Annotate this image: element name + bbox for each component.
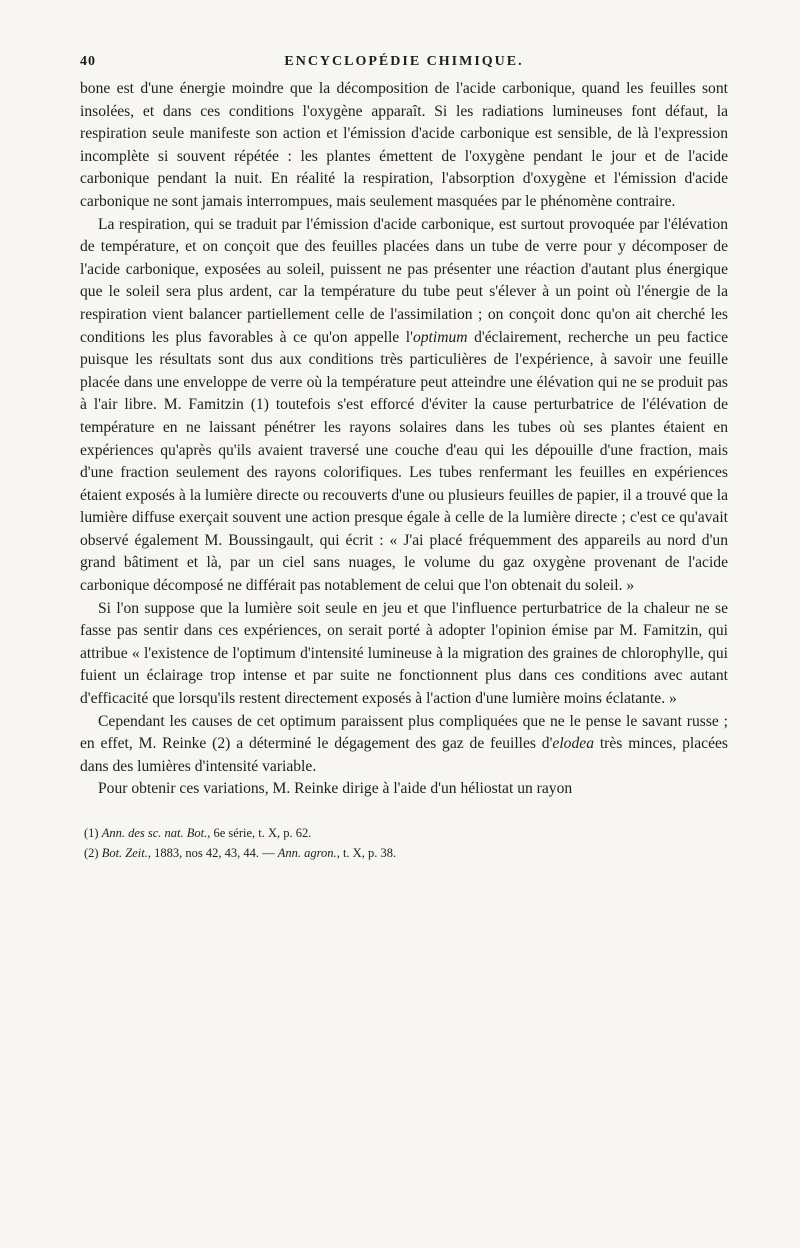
- paragraph-2-italic: optimum: [412, 328, 468, 346]
- footnote-1-source: Ann. des sc. nat. Bot.: [101, 826, 208, 840]
- paragraph-4-rest: très minces, placées dans des lumières d'intensité variable.: [80, 735, 728, 775]
- paragraph-2-text: La respiration, qui se traduit par l'émission d'acide carbonique, est surtout provoquée par l'élévation de température, et on conçoit que des feuilles placées dans un tube de verre pour y décomposer de l'acide carbonique, exposées au soleil, puissent ne pas présenter une réaction d'autant plus énergique que le soleil sera plus ardent, car la température du tube peut s'élever à un point où l'énergie de la respiration vient balancer partiellement celle de l'assimilation ; on conçoit donc qu'on ait cherché les conditions les plus favorables à ce qu'on appelle l': [80, 215, 728, 346]
- footnote-2-source: Bot. Zeit.: [101, 846, 148, 860]
- paragraph-3: Si l'on suppose que la lumière soit seule en jeu et que l'influence perturbatrice de la chaleur ne se fasse pas sentir dans ces expériences, on serait porté à adopter l'opinion émise par M. Famitzin, qui attribue « l'existence de l'optimum d'intensité lumineuse à la migration des graines de chlorophylle, qui fuient un éclairage trop intense et par suite ne fonctionnent plus dans ces conditions avec autant d'efficacité que lorsqu'ils restent directement exposés à l'action d'une lumière moins éclatante. »: [80, 599, 728, 708]
- running-title: ENCYCLOPÉDIE CHIMIQUE.: [284, 54, 524, 69]
- footnote-2: [84, 843, 728, 863]
- page-header: [80, 48, 728, 78]
- footnotes: [80, 823, 728, 863]
- paragraph-4-italic: elodea: [552, 735, 594, 753]
- paragraph-4-text: Cependant les causes de cet optimum paraissent plus compliquées que ne le pense le savant russe ; en effet, M. Reinke (2) a déterminé le dégagement des gaz de feuilles d': [80, 712, 728, 753]
- paragraph-5: Pour obtenir ces variations, M. Reinke dirige à l'aide d'un héliostat un rayon: [98, 780, 573, 798]
- document-page: [80, 48, 728, 863]
- footnote-2-marker: (2): [84, 846, 99, 860]
- footnote-2-source-2: Ann. agron.: [277, 846, 337, 860]
- paragraph-1: bone est d'une énergie moindre que la décomposition de l'acide carbonique, quand les feuilles sont insolées, et dans ces conditions l'oxygène apparaît. Si les radiations lumineuses font défaut, la respiration seule manifeste son action et l'émission d'acide carbonique est sensible, de là l'expression incomplète si souvent répétée : les plantes émettent de l'oxygène pendant le jour et de l'acide carbonique pendant la nuit. En réalité la respiration, l'absorption d'oxygène et l'émission d'acide carbonique ne sont jamais interrompues, mais seulement masquées par le phénomène contraire.: [80, 80, 728, 210]
- footnote-1: [84, 823, 728, 843]
- page-number: 40: [80, 54, 96, 69]
- footnote-1-detail: , 6e série, t. X, p. 62.: [207, 826, 312, 840]
- paragraph-2-rest: d'éclairement, recherche un peu factice puisque les résultats sont dus aux conditions très particulières de l'expérience, à savoir une feuille placée dans une enveloppe de verre où la température peut atteindre une élévation qui ne se produit pas à l'air libre. M. Famitzin (1) toutefois s'est efforcé d'éviter la cause perturbatrice de l'élévation de température en ne laissant pénétrer les rayons solaires dans les tubes où ses plantes étaient en expériences qu'après qu'ils avaient traversé une couche d'eau qui les dépouille d'une fraction, mais d'une fraction seulement des rayons colorifiques. Les tubes renfermant les feuilles en expériences étaient exposés à la lumière directe ou recouverts d'une ou plusieurs feuilles de papier, il a trouvé que la lumière diffuse exerçait souvent une action presque égale à celle de la lumière directe ; c'est ce qu'avait observé également M. Boussingault, qui écrit : « J'ai placé fréquemment des appareils au nord d'un grand bâtiment et là, par un ciel sans nuages, le volume du gaz oxygène provenant de l'acide carbonique décomposé ne différait pas notablement de celui que l'on obtenait du soleil. »: [80, 328, 728, 595]
- footnote-2-middle: , 1883, nos 42, 43, 44. —: [147, 846, 278, 860]
- footnote-2-detail: , t. X, p. 38.: [336, 846, 397, 860]
- paragraph-2: [80, 214, 728, 598]
- footnote-1-marker: (1): [84, 826, 99, 840]
- body-text: [80, 78, 728, 801]
- paragraph-4: [80, 711, 728, 779]
